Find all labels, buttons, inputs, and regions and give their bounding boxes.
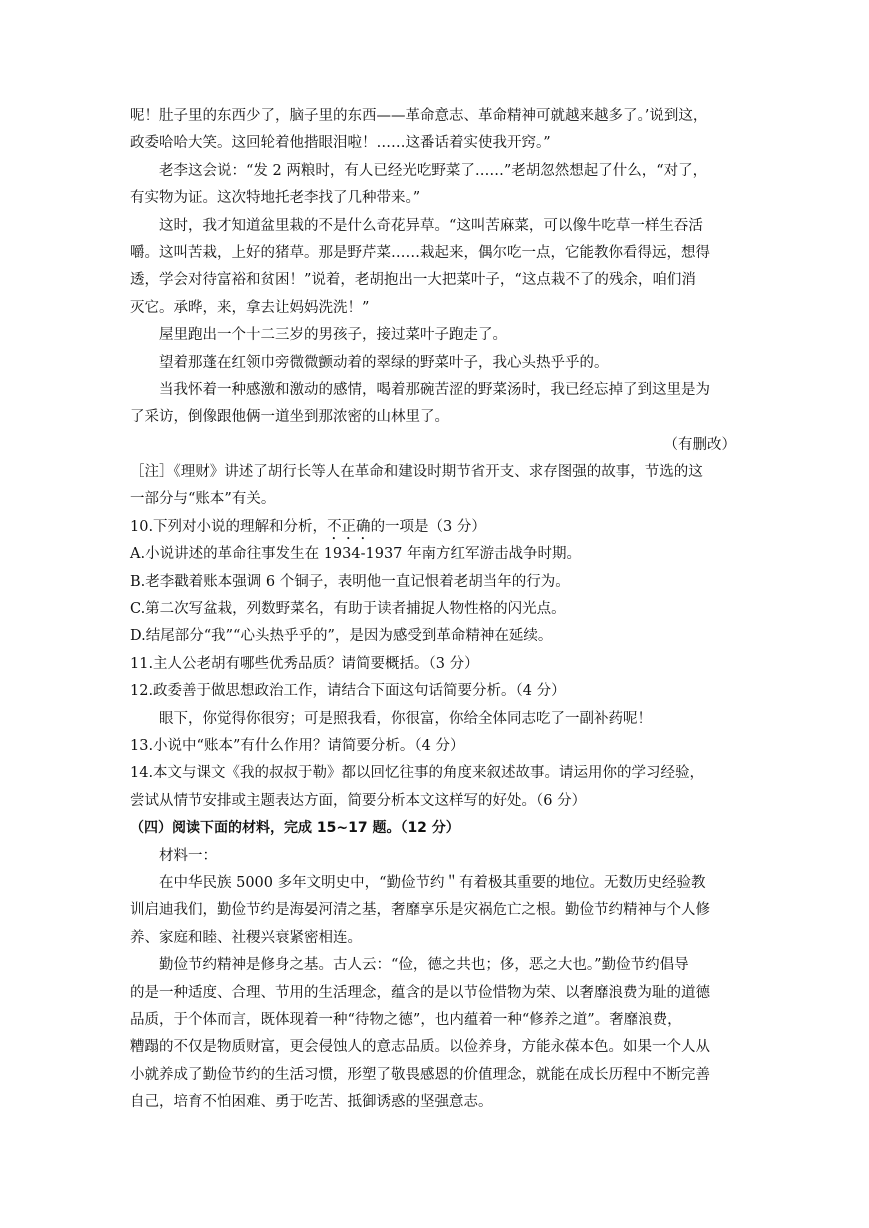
question-11: 11.主人公老胡有哪些优秀品质？请简要概括。（3 分） (130, 655, 479, 672)
source-note: （有删改） (663, 436, 736, 453)
story-line: 当我怀着一种感激和激动的感情，喝着那碗苦涩的野菜汤时，我已经忘掉了到这里是为 (159, 381, 710, 398)
question-10 (130, 514, 742, 541)
story-line: 呢！肚子里的东西少了，脑子里的东西——革命意志、革命精神可就越来越多了。’说到这， (130, 108, 708, 124)
material-line: 自己，培育不怕困难、勇于吃苦、抵御诱惑的坚强意志。 (130, 1094, 493, 1111)
emphasis-not-correct: 不正确 (327, 518, 371, 535)
story-line: 灭它。承晔，来，拿去让妈妈洗洗！” (130, 299, 370, 316)
question-14: 14.本文与课文《我的叔叔于勒》都以回忆往事的角度来叙述故事。请运用你的学习经验， (130, 765, 705, 782)
story-line: 屋里跑出一个十二三岁的男孩子，接过菜叶子跑走了。 (159, 327, 507, 344)
story-line: 这时，我才知道盆里栽的不是什么奇花异草。“这叫苦麻菜，可以像牛吃草一样生吞活 (159, 217, 703, 234)
story-line: 有实物为证。这次特地托老李找了几种带来。” (130, 190, 421, 207)
story-line: 政委哈哈大笑。这回轮着他揩眼泪啦！……这番话着实使我开窍。” (130, 135, 551, 152)
question-12: 12.政委善于做思想政治工作，请结合下面这句话简要分析。（4 分） (130, 683, 566, 700)
option-a: A.小说讲述的革命往事发生在 1934-1937 年南方红军游击战争时期。 (130, 546, 581, 563)
material-line: 糟蹋的不仅是物质财富，更会侵蚀人的意志品质。以俭养身，方能永葆本色。如果一个人从 (130, 1039, 710, 1056)
story-line: 望着那蓬在红领巾旁微微颤动着的翠绿的野菜叶子，我心头热乎乎的。 (159, 354, 609, 371)
option-d: D.结尾部分“我”“心头热乎乎的”，是因为感受到革命精神在延续。 (130, 628, 553, 645)
annotation-line: ［注］《理财》讲述了胡行长等人在革命和建设时期节省开支、求存图强的故事，节选的这 (130, 464, 703, 481)
section-4-heading: （四）阅读下面的材料，完成 15~17 题。（12 分） (130, 820, 460, 837)
material-line: 在中华民族 5000 多年文明史中，“勤俭节约＂有着极其重要的地位。无数历史经验教 (159, 874, 706, 891)
story-line: 嚼。这叫苦栽，上好的猪草。那是野芹菜……栽起来，偶尔吃一点，它能教你看得远，想得 (130, 244, 710, 261)
story-line: 透，学会对待富裕和贫困！”说着，老胡抱出一大把菜叶子，“这点栽不了的残余，咱们消 (130, 272, 696, 289)
story-line: 了采访，倒像跟他俩一道坐到那浓密的山林里了。 (130, 409, 449, 426)
material-line: 勤俭节约精神是修身之基。古人云：“俭，德之共也；侈，恶之大也。”勤俭节约倡导 (159, 957, 689, 974)
question-10-prefix: 10.下列对小说的理解和分析， (130, 518, 328, 535)
question-14: 尝试从情节安排或主题表达方面，简要分析本文这样写的好处。（6 分） (130, 792, 587, 809)
material-line: 的是一种适度、合理、节用的生活理念，蕴含的是以节俭惜物为荣、以奢靡浪费为耻的道德 (130, 984, 710, 1001)
material-line: 品质，于个体而言，既体现着一种“待物之德”，也内蕴着一种“修养之道”。奢靡浪费， (130, 1011, 682, 1028)
material-line: 养、家庭和睦、社稷兴衰紧密相连。 (130, 929, 362, 946)
material-line: 小就养成了勤俭节约的生活习惯，形塑了敬畏感恩的价值理念，就能在成长历程中不断完善 (130, 1066, 710, 1083)
material-label: 材料一： (159, 847, 217, 864)
question-10-suffix: 的一项是（3 分） (370, 518, 486, 535)
story-line: 老李这会说：“发 2 两粮时，有人已经光吃野菜了……”老胡忽然想起了什么，“对了， (159, 162, 708, 179)
option-b: B.老李戳着账本强调 6 个铜子，表明他一直记恨着老胡当年的行为。 (130, 573, 570, 590)
annotation-line: 一部分与“账本”有关。 (130, 491, 276, 508)
question-12-quote: 眼下，你觉得你很穷；可是照我看，你很富，你给全体同志吃了一副补药呢！ (159, 710, 652, 727)
question-13: 13.小说中“账本”有什么作用？请简要分析。（4 分） (130, 737, 465, 754)
material-line: 训启迪我们，勤俭节约是海晏河清之基，奢靡享乐是灾祸危亡之根。勤俭节约精神与个人修 (130, 902, 710, 919)
exam-page (130, 103, 742, 1116)
option-c: C.第二次写盆栽，列数野菜名，有助于读者捕捉人物性格的闪光点。 (130, 601, 566, 618)
